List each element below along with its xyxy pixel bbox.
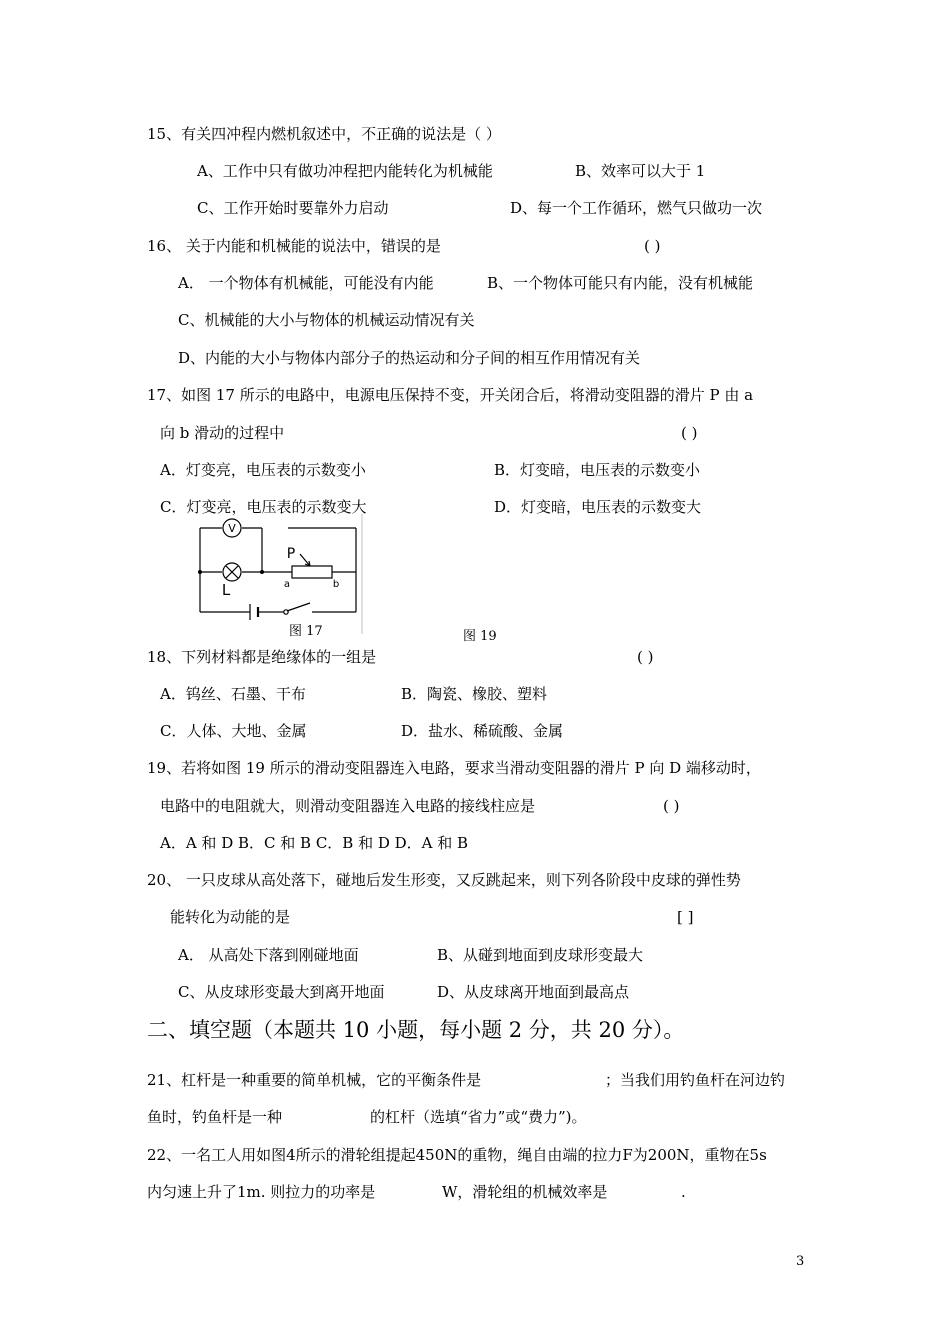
q15-option-b: B、效率可以大于 1 bbox=[575, 162, 706, 180]
q22-line2-part3: . bbox=[681, 1183, 686, 1201]
q15-option-c: C、工作开始时要靠外力启动 bbox=[197, 199, 389, 217]
q16-answer-bracket: ( ) bbox=[644, 237, 661, 255]
lamp-label: L bbox=[221, 581, 231, 599]
rheostat-icon bbox=[292, 566, 332, 578]
q19-stem-line2: 电路中的电阻就大，则滑动变阻器连入电路的接线柱应是 bbox=[160, 797, 536, 815]
figure-17-caption: 图 17 bbox=[289, 624, 323, 639]
q21-line1-part2: ；当我们用钓鱼杆在河边钓 bbox=[605, 1071, 786, 1089]
q22-line2-part2: W，滑轮组的机械效率是 bbox=[442, 1183, 608, 1201]
q21-line2-part1: 鱼时，钓鱼杆是一种 bbox=[147, 1108, 283, 1126]
q20-stem-line1: 20、 一只皮球从高处落下，碰地后发生形变，又反跳起来，则下列各阶段中皮球的弹性势 bbox=[147, 871, 741, 889]
q16-option-d: D、内能的大小与物体内部分子的热运动和分子间的相互作用情况有关 bbox=[178, 349, 641, 367]
page-number: 3 bbox=[796, 1254, 805, 1269]
figure-19-caption: 图 19 bbox=[463, 629, 497, 644]
q20-stem-line2: 能转化为动能的是 bbox=[170, 908, 291, 926]
q20-option-b: B、从碰到地面到皮球形变最大 bbox=[437, 946, 644, 964]
q20-option-c: C、从皮球形变最大到离开地面 bbox=[178, 983, 385, 1001]
q19-stem-line1: 19、若将如图 19 所示的滑动变阻器连入电路，要求当滑动变阻器的滑片 P 向 D 端移动时， bbox=[147, 759, 761, 777]
junction-left bbox=[198, 570, 202, 574]
q20-option-a: A． 从高处下落到刚碰地面 bbox=[178, 946, 359, 964]
q17-stem-line2: 向 b 滑动的过程中 bbox=[160, 424, 285, 442]
q15-option-d: D、每一个工作循环，燃气只做功一次 bbox=[510, 199, 763, 217]
q20-option-d: D、从皮球离开地面到最高点 bbox=[437, 983, 630, 1001]
q16-option-a: A． 一个物体有机械能，可能没有内能 bbox=[178, 274, 434, 292]
q17-option-a: A．灯变亮，电压表的示数变小 bbox=[160, 461, 366, 479]
section-2-title: 二、填空题（本题共 10 小题，每小题 2 分，共 20 分）。 bbox=[147, 1018, 685, 1042]
q16-stem: 16、 关于内能和机械能的说法中，错误的是 bbox=[147, 237, 441, 255]
q18-option-d: D．盐水、稀硫酸、金属 bbox=[401, 722, 564, 740]
q17-option-b: B．灯变暗，电压表的示数变小 bbox=[494, 461, 701, 479]
end-b-label: b bbox=[332, 579, 340, 590]
voltmeter-label: V bbox=[228, 522, 236, 535]
q18-option-b: B．陶瓷、橡胶、塑料 bbox=[401, 685, 548, 703]
q18-stem: 18、下列材料都是绝缘体的一组是 bbox=[147, 648, 377, 666]
q17-answer-bracket: ( ) bbox=[681, 424, 698, 442]
end-a-label: a bbox=[283, 579, 291, 590]
q19-options: A．A 和 D B．C 和 B C．B 和 D D．A 和 B bbox=[160, 834, 469, 852]
junction-right bbox=[260, 570, 264, 574]
q17-option-c: C．灯变亮，电压表的示数变大 bbox=[160, 498, 367, 516]
q15-stem: 15、有关四冲程内燃机叙述中，不正确的说法是（ ） bbox=[147, 125, 501, 143]
q16-option-c: C、机械能的大小与物体的机械运动情况有关 bbox=[178, 311, 475, 329]
q21-line2-part2: 的杠杆（选填“省力”或“费力”)。 bbox=[370, 1108, 587, 1126]
q19-answer-bracket: ( ) bbox=[663, 797, 680, 815]
q21-line1-part1: 21、杠杆是一种重要的简单机械，它的平衡条件是 bbox=[147, 1071, 482, 1089]
q22-line1: 22、一名工人用如图4所示的滑轮组提起450N的重物，绳自由端的拉力F为200N，重物在5s bbox=[147, 1146, 767, 1164]
q18-answer-bracket: ( ) bbox=[637, 648, 654, 666]
q22-line2-part1: 内匀速上升了1m. 则拉力的功率是 bbox=[147, 1183, 376, 1201]
q18-option-c: C．人体、大地、金属 bbox=[160, 722, 307, 740]
q16-option-b: B、一个物体可能只有内能，没有机械能 bbox=[487, 274, 754, 292]
q17-option-d: D．灯变暗，电压表的示数变大 bbox=[494, 498, 702, 516]
slider-label: P bbox=[286, 546, 296, 562]
q18-option-a: A．钨丝、石墨、干布 bbox=[160, 685, 306, 703]
q20-answer-bracket: [ ] bbox=[677, 908, 694, 926]
figure-17-circuit bbox=[192, 514, 368, 640]
q17-stem-line1: 17、如图 17 所示的电路中，电源电压保持不变，开关闭合后，将滑动变阻器的滑片 P 由 a bbox=[147, 386, 754, 404]
q15-option-a: A、工作中只有做功冲程把内能转化为机械能 bbox=[197, 162, 493, 180]
